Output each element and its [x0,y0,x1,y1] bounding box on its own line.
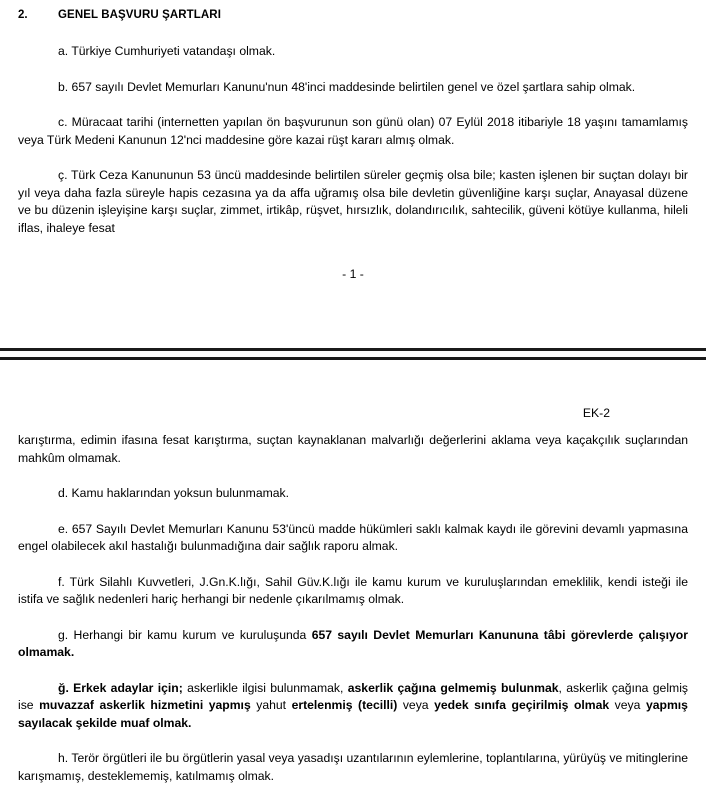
section-heading-title: GENEL BAŞVURU ŞARTLARI [58,9,221,21]
paragraph-f: f. Türk Silahlı Kuvvetleri, J.Gn.K.lığı, Sahil Güv.K.lığı ile kamu kurum ve kuruluşlarından emeklilik, kendi isteği ile istifa ve sağlık nedenleri hariç herhangi bir nedenle çıkarılmamış olmak. [18,574,688,606]
annex-label: EK-2 [582,406,610,420]
top-page-sheet [0,0,706,348]
paragraph-c: c. Müracaat tarihi (internetten yapılan ön başvurunun son günü olan) 07 Eylül 2018 itibariyle 18 yaşını tamamlamış veya Türk Medeni Kanunun 12'nci maddesine göre kazai rüşt kararı almış olmak. [18,115,688,147]
bottom-page-sheet [0,360,706,794]
section-heading [18,0,688,21]
paragraph-g-cedilla-emphasis-2: askerlik çağına gelmemiş bulunmak [347,680,559,695]
paragraph-g-cedilla-emphasis-1: ğ. Erkek adaylar için; [58,680,183,695]
paragraph-g-emphasis: 657 sayılı Devlet Memurları Kanununa tâbi görevlerde çalışıyor olmamak. [18,627,688,659]
paragraph-g-cedilla-text-3: yahut [250,698,292,712]
paragraph-g-text: g. Herhangi bir kamu kurum ve kuruluşunda [58,627,312,642]
paragraph-g [18,627,688,662]
paragraph-d: d. Kamu haklarından yoksun bulunmamak. [58,486,290,500]
page-divider-top [0,348,706,351]
section-heading-number: 2. [18,9,28,21]
paragraph-a: a. Türkiye Cumhuriyeti vatandaşı olmak. [58,44,276,58]
paragraph-g-cedilla-text-1: askerlikle ilgisi bulunmamak, [182,680,348,695]
page-number: - 1 - [342,267,364,281]
paragraph-e: e. 657 Sayılı Devlet Memurları Kanunu 53'üncü madde hükümleri saklı kalmak kaydı ile görevini devamlı yapmasına engel olabilecek akıl hastalığı bulunmadığına dair sağlık raporu almak. [18,521,688,553]
paragraph-g-cedilla-emphasis-4: ertelenmiş (tecilli) [291,698,398,712]
paragraph-b: b. 657 sayılı Devlet Memurları Kanunu'nun 48'inci maddesinde belirtilen genel ve özel şartlara sahip olmak. [58,79,636,94]
paragraph-c-cedilla: ç. Türk Ceza Kanununun 53 üncü maddesinde belirtilen süreler geçmiş olsa bile; kasten işlenen bir suçtan dolayı bir yıl veya daha fazla süreyle hapis cezasına ya da affa uğramış olsa bile devletin güvenliğine karşı suçlar, Anayasal düzene ve bu düzenin işleyişine karşı suçlar, zimmet, irtikâp, rüşvet, hırsızlık, dolandırıcılık, sahtecilik, güveni kötüye kullanma, hileli iflas, ihaleye fesat [18,168,688,235]
paragraph-g-cedilla-emphasis-3: muvazzaf askerlik hizmetini yapmış [39,698,251,712]
paragraph-h: h. Terör örgütleri ile bu örgütlerin yasal veya yasadışı uzantılarının eylemlerine, toplantılarına, yürüyüş ve mitinglerine karışmamış, desteklememiş, katılmamış olmak. [18,751,688,783]
paragraph-g-cedilla-emphasis-5: yedek sınıfa geçirilmiş olmak [434,698,610,712]
paragraph-g-cedilla-text-2: , askerlik çağına gelmiş ise [18,680,688,712]
paragraph-g-cedilla-text-4: veya [397,698,435,712]
paragraph-g-cedilla [18,680,688,733]
paragraph-continuation: karıştırma, edimin ifasına fesat karıştırma, suçtan kaynaklanan malvarlığı değerlerini aklama veya kaçakçılık suçlarından mahkûm olmamak. [18,433,688,465]
paragraph-g-cedilla-text-5: veya [609,698,646,712]
paragraph-g-cedilla-emphasis-6: yapmış sayılacak şekilde muaf olmak. [18,698,688,730]
